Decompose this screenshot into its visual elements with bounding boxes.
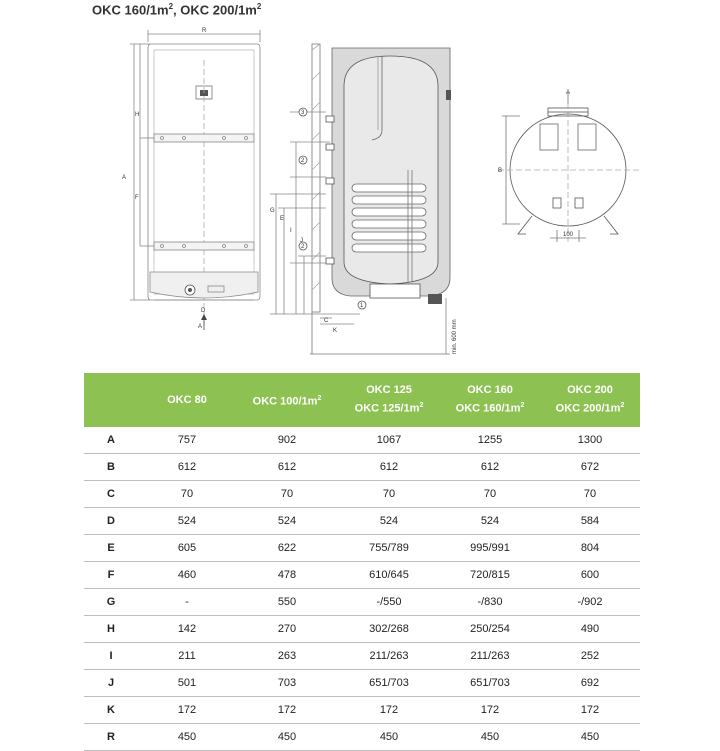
header-okc-160: OKC 160 OKC $160/1m^2$ bbox=[440, 373, 540, 427]
dim-label-E: E bbox=[280, 216, 285, 222]
table-cell: 450 bbox=[338, 724, 440, 751]
table-row bbox=[84, 562, 640, 589]
table-cell: 622 bbox=[236, 535, 338, 562]
table-cell: -/830 bbox=[440, 589, 540, 616]
table-cell: 70 bbox=[338, 481, 440, 508]
table-cell: 612 bbox=[138, 454, 236, 481]
table-cell: 172 bbox=[440, 697, 540, 724]
table-cell: 142 bbox=[138, 616, 236, 643]
dim-label-D: D bbox=[201, 308, 206, 314]
technical-drawings bbox=[0, 20, 720, 372]
table-cell: 302/268 bbox=[338, 616, 440, 643]
dim-label-J: J bbox=[300, 238, 303, 244]
table-row bbox=[84, 535, 640, 562]
table-cell: 460 bbox=[138, 562, 236, 589]
dim-label-K: K bbox=[333, 328, 338, 334]
table-cell: 524 bbox=[338, 508, 440, 535]
table-cell: 70 bbox=[440, 481, 540, 508]
table-cell: 211 bbox=[138, 643, 236, 670]
table-cell: 584 bbox=[540, 508, 640, 535]
table-cell: 610/645 bbox=[338, 562, 440, 589]
dim-label-H: H bbox=[135, 112, 140, 118]
table-row bbox=[84, 508, 640, 535]
callout-1: 1 bbox=[360, 303, 364, 309]
table-cell: 612 bbox=[236, 454, 338, 481]
table-row bbox=[84, 481, 640, 508]
table-row bbox=[84, 616, 640, 643]
table-cell: -/550 bbox=[338, 589, 440, 616]
table-row bbox=[84, 454, 640, 481]
table-row bbox=[84, 670, 640, 697]
row-label: B bbox=[84, 454, 138, 481]
top-view-drawing bbox=[498, 92, 640, 242]
table-cell: 995/991 bbox=[440, 535, 540, 562]
table-cell: 450 bbox=[440, 724, 540, 751]
header-okc-200: OKC 200 OKC $200/1m^2$ bbox=[540, 373, 640, 427]
table-cell: 902 bbox=[236, 427, 338, 454]
header-okc-125: OKC 125 OKC $125/1m^2$ bbox=[338, 373, 440, 427]
table-cell: 450 bbox=[236, 724, 338, 751]
row-label: R bbox=[84, 724, 138, 751]
dim-label-I: I bbox=[290, 228, 292, 234]
table-header-row bbox=[84, 373, 640, 427]
top-view-label-A: A bbox=[566, 90, 571, 96]
row-label: G bbox=[84, 589, 138, 616]
table-cell: 270 bbox=[236, 616, 338, 643]
table-cell: 605 bbox=[138, 535, 236, 562]
table-cell: 172 bbox=[138, 697, 236, 724]
table-cell: 211/263 bbox=[338, 643, 440, 670]
row-label: E bbox=[84, 535, 138, 562]
table-cell: 490 bbox=[540, 616, 640, 643]
table-cell: 692 bbox=[540, 670, 640, 697]
table-row bbox=[84, 427, 640, 454]
dim-label-F: F bbox=[135, 195, 139, 201]
table-cell: 524 bbox=[236, 508, 338, 535]
table-cell: 600 bbox=[540, 562, 640, 589]
front-view-drawing bbox=[130, 30, 260, 330]
table-cell: -/902 bbox=[540, 589, 640, 616]
dim-label-C: C bbox=[324, 318, 329, 324]
dim-label-100: 100 bbox=[563, 232, 574, 238]
row-label: A bbox=[84, 427, 138, 454]
table-cell: 524 bbox=[138, 508, 236, 535]
table-cell: 612 bbox=[440, 454, 540, 481]
callout-2a: 2 bbox=[301, 158, 305, 164]
table-cell: 757 bbox=[138, 427, 236, 454]
table-cell: 450 bbox=[540, 724, 640, 751]
table-cell: 70 bbox=[138, 481, 236, 508]
table-cell: 703 bbox=[236, 670, 338, 697]
header-empty bbox=[84, 373, 138, 427]
row-label: I bbox=[84, 643, 138, 670]
row-label: K bbox=[84, 697, 138, 724]
row-label: J bbox=[84, 670, 138, 697]
table-cell: 252 bbox=[540, 643, 640, 670]
header-okc-100: OKC $100/1m^2$ bbox=[236, 373, 338, 427]
row-label: C bbox=[84, 481, 138, 508]
row-label: F bbox=[84, 562, 138, 589]
table-cell: 1067 bbox=[338, 427, 440, 454]
table-cell: 211/263 bbox=[440, 643, 540, 670]
table-cell: 550 bbox=[236, 589, 338, 616]
table-cell: 501 bbox=[138, 670, 236, 697]
table-cell: 672 bbox=[540, 454, 640, 481]
table-cell: 172 bbox=[338, 697, 440, 724]
table-cell: 804 bbox=[540, 535, 640, 562]
table-cell: 755/789 bbox=[338, 535, 440, 562]
table-row bbox=[84, 724, 640, 751]
table-cell: 651/703 bbox=[338, 670, 440, 697]
table-row bbox=[84, 697, 640, 724]
table-row bbox=[84, 589, 640, 616]
clearance-label: min. 600 mm bbox=[452, 319, 458, 354]
table-cell: 1300 bbox=[540, 427, 640, 454]
table-cell: 450 bbox=[138, 724, 236, 751]
dim-label-B: B bbox=[498, 168, 503, 174]
row-label: D bbox=[84, 508, 138, 535]
table-cell: 478 bbox=[236, 562, 338, 589]
table-cell: 70 bbox=[236, 481, 338, 508]
table-cell: 651/703 bbox=[440, 670, 540, 697]
table-cell: 172 bbox=[236, 697, 338, 724]
table-cell: 263 bbox=[236, 643, 338, 670]
table-cell: 70 bbox=[540, 481, 640, 508]
dim-label-R: R bbox=[202, 28, 207, 34]
page-title: OKC $160/1m^2$, OKC $200/1m^2$ bbox=[92, 2, 262, 18]
drawings-svg bbox=[0, 20, 720, 372]
table-cell: 720/815 bbox=[440, 562, 540, 589]
table-cell: 612 bbox=[338, 454, 440, 481]
table-cell: 172 bbox=[540, 697, 640, 724]
row-label: H bbox=[84, 616, 138, 643]
header-okc-80: OKC 80 bbox=[138, 373, 236, 427]
dim-label-G: G bbox=[270, 208, 275, 214]
table-cell: 524 bbox=[440, 508, 540, 535]
table-row bbox=[84, 643, 640, 670]
dimensions-table bbox=[84, 373, 640, 751]
callout-3: 3 bbox=[301, 110, 305, 116]
table-cell: - bbox=[138, 589, 236, 616]
callout-2b: 2 bbox=[301, 244, 305, 250]
dim-label-A: A bbox=[122, 175, 127, 181]
table-cell: 1255 bbox=[440, 427, 540, 454]
table-cell: 250/254 bbox=[440, 616, 540, 643]
view-arrow-A: A bbox=[198, 324, 203, 330]
